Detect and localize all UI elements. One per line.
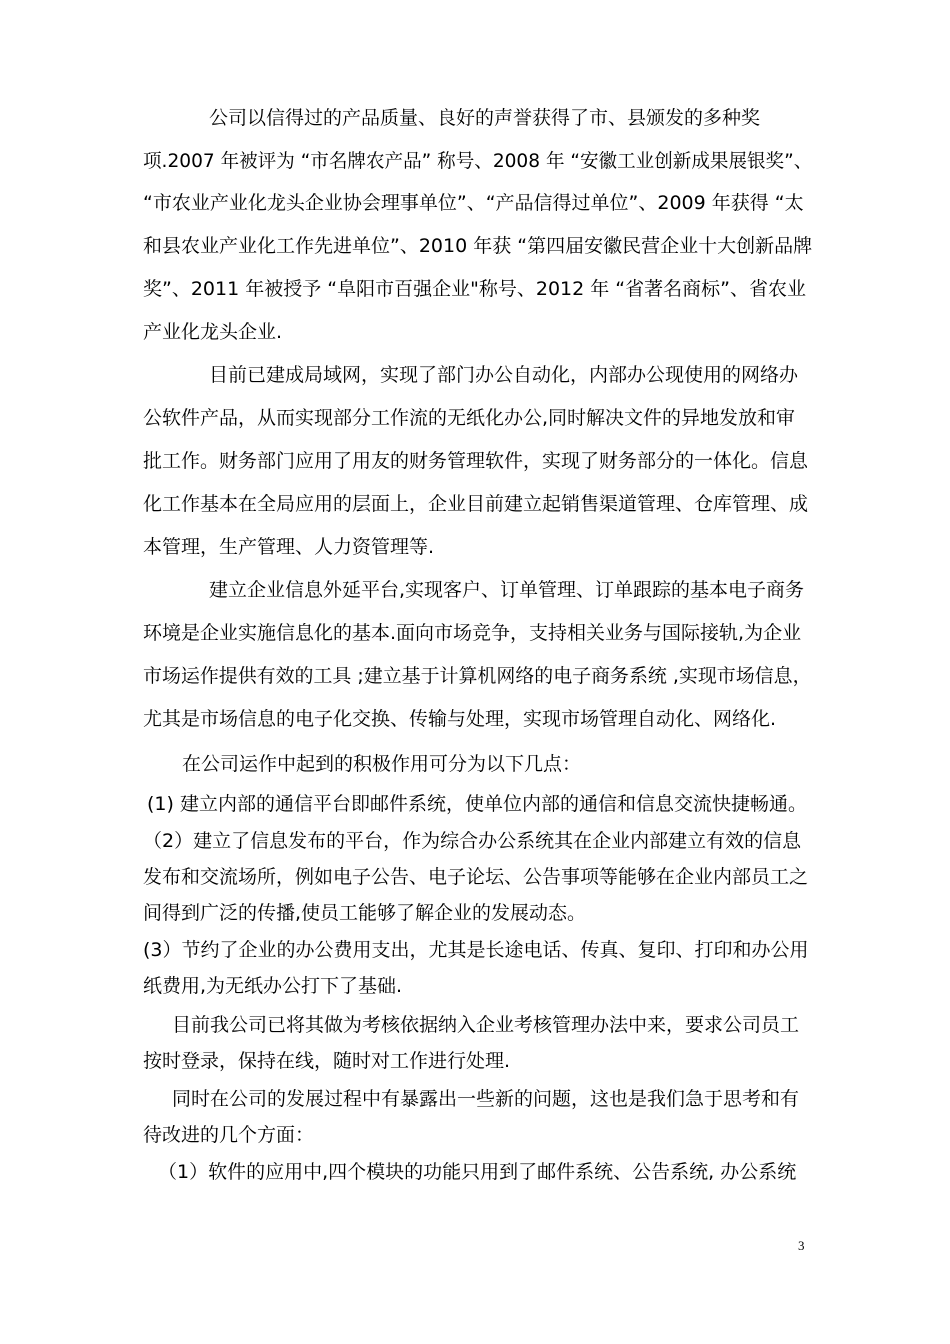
text-line: 市场运作提供有效的工具 ;建立基于计算机网络的电子商务系统 ,实现市场信息， bbox=[143, 665, 812, 687]
text-line: 公软件产品，从而实现部分工作流的无纸化办公,同时解决文件的异地发放和审 bbox=[143, 407, 796, 429]
text-line: 目前我公司已将其做为考核依据纳入企业考核管理办法中来，要求公司员工 bbox=[172, 1014, 800, 1036]
text-line: 公司以信得过的产品质量、良好的声誉获得了市、县颁发的多种奖 bbox=[209, 107, 761, 129]
text-line: 本管理，生产管理、人力资管理等. bbox=[143, 536, 435, 558]
text-line: 奖”、2011 年被授予 “阜阳市百强企业"称号、2012 年 “省著名商标”、省农业 bbox=[143, 278, 806, 300]
text-line: “市农业产业化龙头企业协会理事单位”、“产品信得过单位”、2009 年获得 “太 bbox=[143, 192, 804, 214]
list-item-line: （1）软件的应用中,四个模块的功能只用到了邮件系统、公告系统, 办公系统 bbox=[158, 1161, 797, 1183]
text-line: 纸费用,为无纸办公打下了基础. bbox=[143, 975, 403, 997]
list-item-line: （2）建立了信息发布的平台，作为综合办公系统其在企业内部建立有效的信息 bbox=[143, 830, 802, 852]
text-line: 项.2007 年被评为 “市名牌农产品” 称号、2008 年 “安徽工业创新成果展银奖”、 bbox=[143, 150, 813, 172]
text-line: 批工作。财务部门应用了用友的财务管理软件，实现了财务部分的一体化。信息 bbox=[143, 450, 809, 472]
list-item-line: (1) 建立内部的通信平台即邮件系统，使单位内部的通信和信息交流快捷畅通。 bbox=[147, 793, 807, 815]
text-line: 化工作基本在全局应用的层面上，企业目前建立起销售渠道管理、仓库管理、成 bbox=[143, 493, 809, 515]
text-line: 按时登录，保持在线，随时对工作进行处理. bbox=[143, 1050, 511, 1072]
text-line: 目前已建成局域网，实现了部门办公自动化，内部办公现使用的网络办 bbox=[209, 364, 799, 386]
text-line: 产业化龙头企业. bbox=[143, 321, 283, 343]
text-line: 发布和交流场所，例如电子公告、电子论坛、公告事项等能够在企业内部员工之 bbox=[143, 866, 809, 888]
text-line: 同时在公司的发展过程中有暴露出一些新的问题，这也是我们急于思考和有 bbox=[172, 1088, 800, 1110]
page-number: 3 bbox=[798, 1238, 805, 1253]
text-line: 待改进的几个方面： bbox=[143, 1124, 315, 1146]
text-line: 和县农业产业化工作先进单位”、2010 年获 “第四届安徽民营企业十大创新品牌 bbox=[143, 235, 813, 257]
text-line: 建立企业信息外延平台,实现客户、订单管理、订单跟踪的基本电子商务 bbox=[209, 579, 805, 601]
list-item-line: (3）节约了企业的办公费用支出，尤其是长途电话、传真、复印、打印和办公用 bbox=[143, 939, 809, 961]
text-line: 尤其是市场信息的电子化交换、传输与处理，实现市场管理自动化、网络化. bbox=[143, 708, 777, 730]
text-line: 间得到广泛的传播,使员工能够了解企业的发展动态。 bbox=[143, 902, 587, 924]
text-line: 在公司运作中起到的积极作用可分为以下几点： bbox=[182, 753, 582, 775]
text-line: 环境是企业实施信息化的基本.面向市场竞争，支持相关业务与国际接轨,为企业 bbox=[143, 622, 802, 644]
